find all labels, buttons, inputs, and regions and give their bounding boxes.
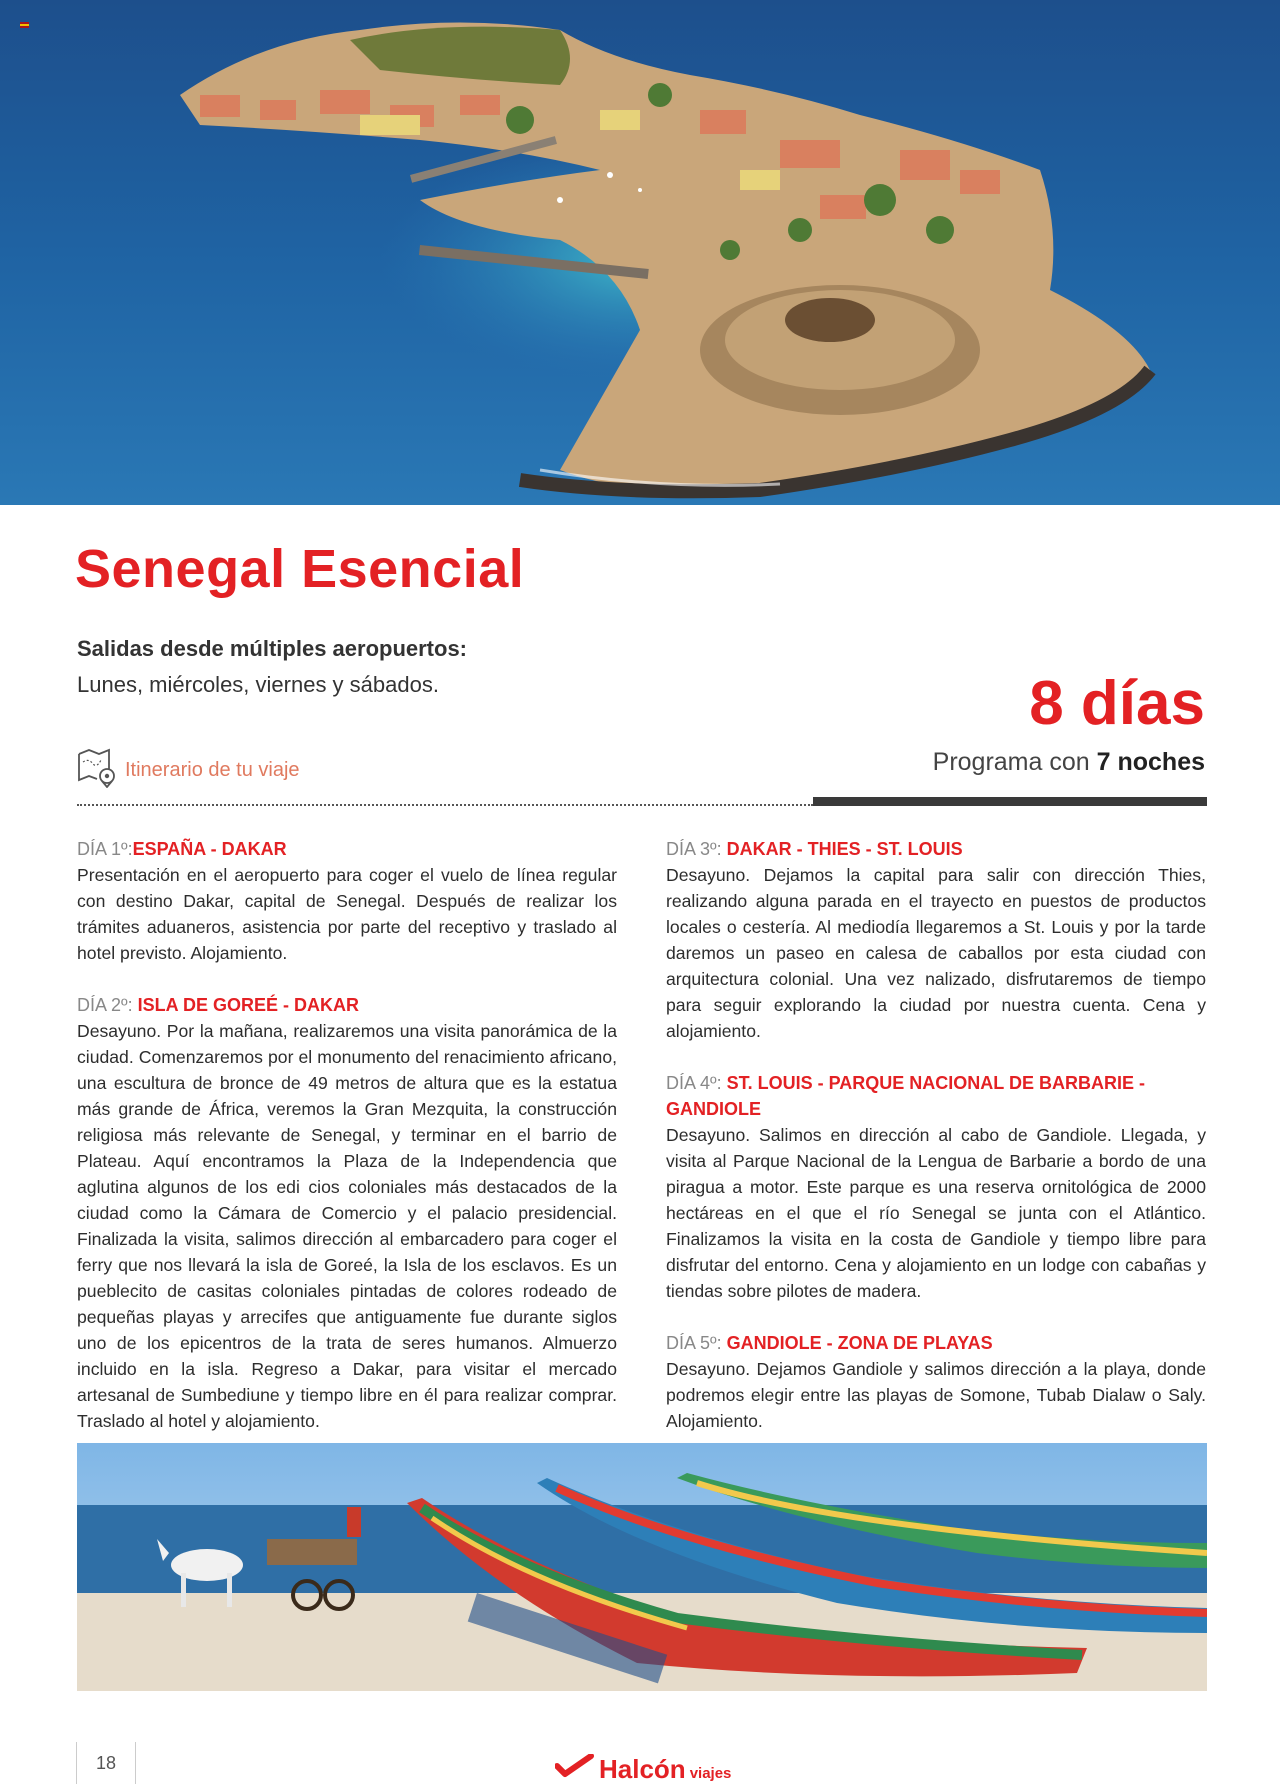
day-text: Desayuno. Salimos en dirección al cabo de Gandiole. Llegada, y visita al Parque Nacional de la Lengua de Barbarie a bordo de una piragua a motor. Este parque es una reserva ornitológica de 2000 hectáreas en el que el río Senegal se junta con el Atlántico. Finalizamos la visita en la costa de Gandiole y tiempo libre para disfrutar del entorno. Cena y alojamiento en un lodge con cabañas y tiendas sobre pilotes de madera. — [666, 1125, 1206, 1301]
page-number: 18 — [76, 1742, 136, 1784]
map-pin-icon — [77, 748, 119, 793]
departures-label: Salidas desde múltiples aeropuertos: — [77, 636, 468, 661]
duration-days: 8 días — [1029, 669, 1205, 738]
day-entry — [666, 1070, 1206, 1304]
brand-sub: viajes — [689, 1765, 732, 1782]
day-entry — [77, 836, 617, 966]
dotted-divider — [77, 804, 813, 806]
itinerary-header — [77, 748, 300, 793]
day-entry — [77, 992, 617, 1434]
day-text: Desayuno. Dejamos Gandiole y salimos dirección a la playa, donde podremos elegir entre las playas de Somone, Tubab Dialaw o Saly. Alojamiento. — [666, 1359, 1206, 1431]
day-entry — [666, 1330, 1206, 1434]
brand-name: Halcón — [599, 1754, 686, 1784]
itinerary-label: Itinerario de tu viaje — [125, 759, 300, 781]
day-text: Desayuno. Dejamos la capital para salir con dirección Thies, realizando alguna parada en el trayecto en puestos de productos locales o cestería. Al mediodía llegaremos a St. Louis y por la tarde daremos un paseo en calesa de caballos por esta ciudad con arquitectura colonial. Una vez nalizado, disfrutaremos de tiempo para seguir explorando la ciudad por nuestra cuenta. Cena y alojamiento. — [666, 865, 1206, 1041]
itinerary-column-right — [666, 836, 1206, 1460]
solid-divider — [813, 797, 1207, 806]
day-text: Presentación en el aeropuerto para coger el vuelo de línea regular con destino Dakar, capital de Senegal. Después de realizar los trámites aduaneros, asistencia por parte del receptivo y traslado al hotel previsto. Alojamiento. — [77, 865, 617, 963]
day-heading: DÍA 5º: GANDIOLE - ZONA DE PLAYAS — [666, 1333, 993, 1353]
itinerary-column-left — [77, 836, 617, 1460]
hero-photo — [0, 0, 1280, 505]
day-heading: DÍA 1º:ESPAÑA - DAKAR — [77, 839, 287, 859]
duration-nights — [933, 748, 1205, 777]
day-heading: DÍA 4º: ST. LOUIS - PARQUE NACIONAL DE BARBARIE - GANDIOLE — [666, 1073, 1145, 1119]
day-entry — [666, 836, 1206, 1044]
flag-icon — [20, 22, 29, 28]
program-prefix: Programa con — [932, 748, 1090, 776]
nights-count: 7 noches — [1096, 748, 1205, 776]
page-title: Senegal Esencial — [75, 539, 525, 599]
day-text: Desayuno. Por la mañana, realizaremos una visita panorámica de la ciudad. Comenzaremos por el monumento del renacimiento africano, una escultura de bronce de 49 metros de altura que es la estatua más grande de África, veremos la Gran Mezquita, la construcción religiosa más relevante de Senegal, y terminar en el barrio de Plateau. Aquí encontramos la Plaza de la Independencia que aglutina algunos de los edi cios coloniales más destacados de la ciudad como la Cámara de Comercio y el palacio presidencial. Finalizada la visita, salimos dirección al embarcadero para coger el ferry que nos llevará la isla de Goreé, la Isla de los esclavos. Es un pueblecito de casitas coloniales pintadas de colores rodeado de pequeñas playas y arrecifes que antiguamente fue durante siglos uno de los epicentros de la trata de seres humanos. Almuerzo incluido en la isla. Regreso a Dakar, para visitar el mercado artesanal de Sumbediune y tiempo libre en él para realizar comprar. Traslado al hotel y alojamiento. — [77, 1021, 617, 1431]
beach-boats-photo — [77, 1443, 1207, 1691]
check-icon — [555, 1754, 595, 1783]
day-heading: DÍA 2º: ISLA DE GOREÉ - DAKAR — [77, 995, 359, 1015]
departures-days: Lunes, miércoles, viernes y sábados. — [77, 672, 439, 697]
day-heading: DÍA 3º: DAKAR - THIES - ST. LOUIS — [666, 839, 963, 859]
brand-logo — [555, 1754, 731, 1785]
